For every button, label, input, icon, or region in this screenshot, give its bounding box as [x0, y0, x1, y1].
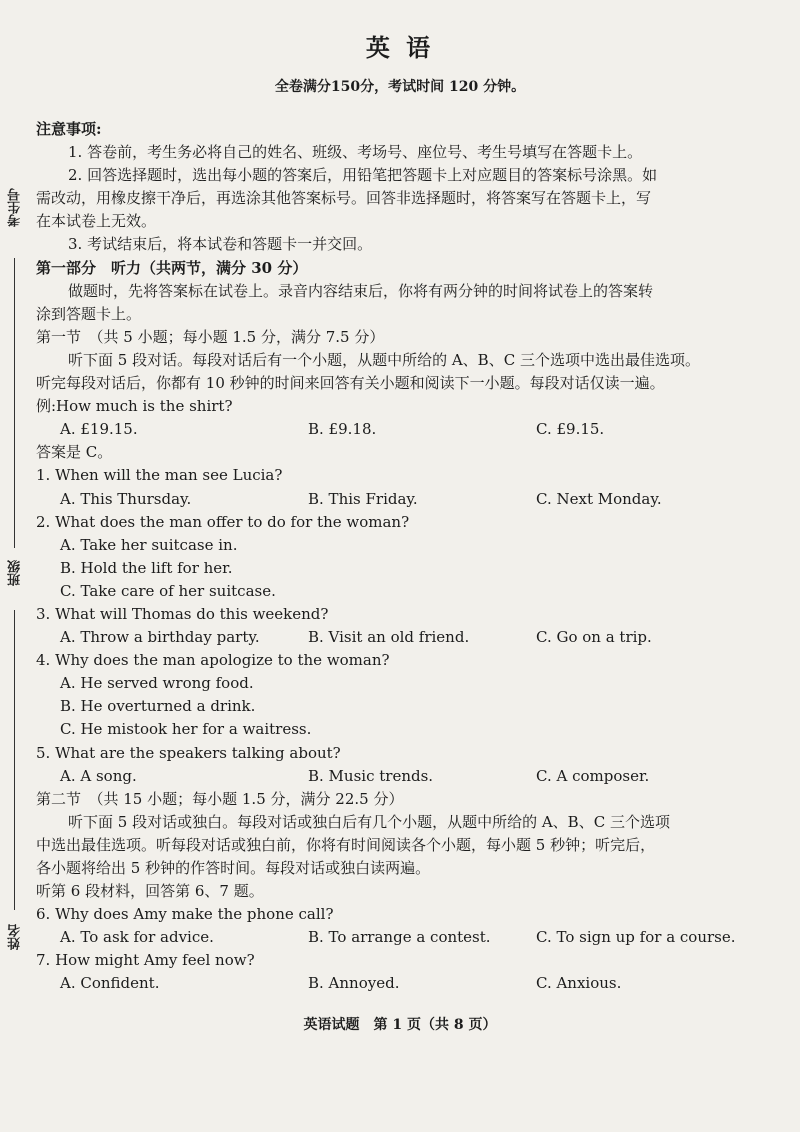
- option-b: B. He overturned a drink.: [60, 697, 256, 716]
- section2-heading: 第二节 （共 15 小题；每小题 1.5 分，满分 22.5 分）: [36, 789, 404, 808]
- option-b: B. This Friday.: [308, 489, 418, 508]
- option-c: C. Next Monday.: [536, 489, 662, 508]
- option-c: C. Go on a trip.: [536, 628, 652, 647]
- option-a: A. £19.15.: [60, 420, 138, 439]
- side-label-name: 姓名: [8, 924, 23, 950]
- section2-intro: 中选出最佳选项。听每段对话或独白前，你将有时间阅读各个小题，每小题 5 秒钟；听完后，: [36, 835, 656, 854]
- options-row: [36, 972, 784, 995]
- example-answer: 答案是 C。: [36, 443, 113, 462]
- exam-content: [36, 118, 784, 996]
- notice-heading: 注意事项:: [36, 120, 102, 138]
- notice-line: 2. 回答选择题时，选出每小题的答案后，用铅笔把答题卡上对应题目的答案标号涂黑。如: [68, 166, 658, 185]
- notice-line: 1. 答卷前，考生务必将自己的姓名、班级、考场号、座位号、考生号填写在答题卡上。: [68, 143, 643, 162]
- part1-intro: 做题时，先将答案标在试卷上。录音内容结束后，你将有两分钟的时间将试卷上的答案转: [68, 281, 654, 300]
- option-c: C. Take care of her suitcase.: [60, 581, 276, 600]
- option-b: B. To arrange a contest.: [308, 928, 491, 947]
- side-divider: [14, 258, 15, 548]
- example-options: [36, 418, 784, 441]
- question-6: 6. Why does Amy make the phone call?: [36, 905, 334, 924]
- notice-line: 3. 考试结束后，将本试卷和答题卡一并交回。: [68, 235, 373, 254]
- options-row: [36, 765, 784, 788]
- section1-heading: 第一节 （共 5 小题；每小题 1.5 分，满分 7.5 分）: [36, 327, 385, 346]
- section2-intro: 各小题将给出 5 秒钟的作答时间。每段对话或独白读两遍。: [36, 859, 431, 877]
- question-2: 2. What does the man offer to do for the woman?: [36, 512, 410, 531]
- page-title: 英 语: [365, 34, 435, 62]
- question-3: 3. What will Thomas do this weekend?: [36, 604, 329, 623]
- part1-heading: 第一部分 听力（共两节，满分 30 分）: [36, 258, 308, 277]
- option-c: C. He mistook her for a waitress.: [60, 720, 312, 739]
- question-5: 5. What are the speakers talking about?: [36, 743, 341, 762]
- side-divider: [14, 610, 15, 910]
- part1-intro: 涂到答题卡上。: [36, 304, 142, 323]
- page-footer: 英语试题 第 1 页（共 8 页）: [303, 1017, 497, 1033]
- option-c: C. Anxious.: [536, 974, 622, 993]
- option-b: B. Music trends.: [308, 766, 434, 785]
- option-a: A. Take her suitcase in.: [60, 535, 238, 554]
- side-label-candidate-number: 考生号: [8, 188, 23, 227]
- option-c: C. A composer.: [536, 766, 650, 785]
- question-1: 1. When will the man see Lucia?: [36, 466, 283, 485]
- options-row: [36, 626, 784, 649]
- side-label-class: 班级: [8, 560, 23, 586]
- option-c: C. To sign up for a course.: [536, 928, 736, 947]
- page-subtitle: 全卷满分150分，考试时间 120 分钟。: [274, 79, 526, 95]
- question-4: 4. Why does the man apologize to the woman?: [36, 651, 390, 670]
- option-a: A. Confident.: [60, 974, 160, 993]
- option-a: A. He served wrong food.: [60, 674, 254, 693]
- notice-line: 需改动，用橡皮擦干净后，再选涂其他答案标号。回答非选择题时，将答案写在答题卡上，写: [36, 189, 652, 208]
- section1-intro: 听完每段对话后，你都有 10 秒钟的时间来回答有关小题和阅读下一小题。每段对话仅读一遍。: [36, 374, 665, 393]
- option-b: B. Annoyed.: [308, 974, 400, 993]
- option-a: A. This Thursday.: [60, 489, 192, 508]
- options-row: [36, 488, 784, 511]
- option-b: B. Hold the lift for her.: [60, 558, 233, 577]
- question-7: 7. How might Amy feel now?: [36, 951, 255, 970]
- option-b: B. Visit an old friend.: [308, 628, 470, 647]
- options-row: [36, 926, 784, 949]
- option-a: A. Throw a birthday party.: [60, 628, 260, 647]
- material-instruction: 听第 6 段材料，回答第 6、7 题。: [36, 882, 264, 901]
- option-b: B. £9.18.: [308, 420, 377, 439]
- option-a: A. A song.: [60, 766, 137, 785]
- section1-intro: 听下面 5 段对话。每段对话后有一个小题，从题中所给的 A、B、C 三个选项中选出最佳选项。: [68, 350, 700, 369]
- option-a: A. To ask for advice.: [60, 928, 214, 947]
- option-c: C. £9.15.: [536, 420, 605, 439]
- example-question: 例:How much is the shirt?: [36, 397, 233, 416]
- section2-intro: 听下面 5 段对话或独白。每段对话或独白后有几个小题，从题中所给的 A、B、C 三个选项: [68, 812, 670, 831]
- notice-line: 在本试卷上无效。: [36, 212, 157, 231]
